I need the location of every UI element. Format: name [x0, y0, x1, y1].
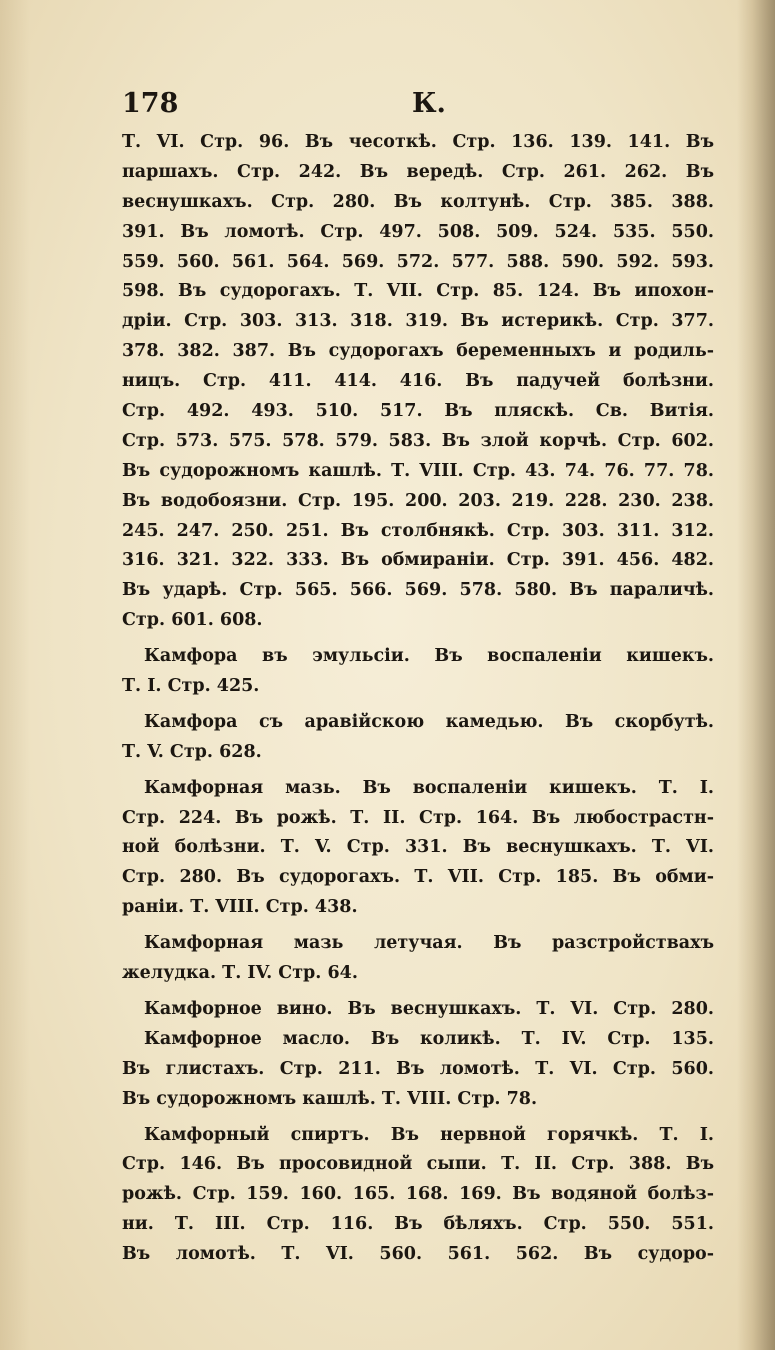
text-line: Камфора въ эмульсіи. Въ воспаленіи кишекъ. [144, 646, 714, 667]
text-line: раніи. Т. VIII. Стр. 438. [122, 897, 358, 918]
text-line: Въ судорожномъ кашлѣ. Т. VIII. Стр. 78. [122, 1088, 538, 1109]
text-line: Въ глистахъ. Стр. 211. Въ ломотѣ. Т. VI. Стр. 560. [122, 1058, 714, 1079]
text-line: Т. VI. Стр. 96. Въ чесоткѣ. Стр. 136. 139. 141. Въ [122, 132, 714, 152]
page-header [122, 88, 712, 124]
page-number: 178 [122, 88, 179, 119]
text-line: Стр. 601. 608. [122, 610, 263, 631]
text-line: Стр. 224. Въ рожѣ. Т. II. Стр. 164. Въ любострастн- [122, 807, 714, 828]
text-line: ной болѣзни. Т. V. Стр. 331. Въ веснушкахъ. Т. VI. [122, 837, 714, 858]
text-line: Камфорное масло. Въ коликѣ. Т. IV. Стр. 135. [144, 1028, 714, 1049]
text-line: Камфорная мазь. Въ воспаленіи кишекъ. Т. I. [144, 777, 714, 798]
text-line: ни. Т. III. Стр. 116. Въ бѣляхъ. Стр. 550. 551. [122, 1214, 714, 1235]
text-line: Камфора съ аравійскою камедью. Въ скорбутѣ. [144, 711, 714, 732]
text-line: Стр. 492. 493. 510. 517. Въ пляскѣ. Св. Витія. [122, 401, 714, 422]
section-letter: К. [412, 88, 446, 119]
text-line: Камфорное вино. Въ веснушкахъ. Т. VI. Стр. 280. [144, 998, 714, 1019]
text-line: Въ ломотѣ. Т. VI. 560. 561. 562. Въ судоро- [122, 1244, 714, 1265]
text-line: 559. 560. 561. 564. 569. 572. 577. 588. 590. 592. 593. [122, 251, 714, 272]
text-line: Въ водобоязни. Стр. 195. 200. 203. 219. 228. 230. 238. [122, 490, 714, 511]
text-line: 378. 382. 387. Въ судорогахъ беременныхъ и родиль- [122, 341, 714, 362]
index-text-body [122, 128, 714, 1270]
text-line: Камфорная мазь летучая. Въ разстройствахъ [144, 933, 714, 954]
text-line: Камфорный спиртъ. Въ нервной горячкѣ. Т. I. [144, 1124, 714, 1145]
page-left-shadow [0, 0, 30, 1350]
text-line: Стр. 146. Въ просовидной сыпи. Т. II. Стр. 388. Въ [122, 1154, 714, 1175]
text-line: Стр. 573. 575. 578. 579. 583. Въ злой корчѣ. Стр. 602. [122, 430, 714, 451]
text-line: Стр. 280. Въ судорогахъ. Т. VII. Стр. 185. Въ обми- [122, 867, 714, 888]
page-right-shadow [737, 0, 775, 1350]
text-line: дріи. Стр. 303. 313. 318. 319. Въ истерикѣ. Стр. 377. [122, 311, 714, 332]
text-line: Въ судорожномъ кашлѣ. Т. VIII. Стр. 43. 74. 76. 77. 78. [122, 460, 714, 481]
text-line: ницъ. Стр. 411. 414. 416. Въ падучей болѣзни. [122, 371, 714, 392]
text-line: 316. 321. 322. 333. Въ обмираніи. Стр. 391. 456. 482. [122, 550, 714, 571]
text-line: 391. Въ ломотѣ. Стр. 497. 508. 509. 524. 535. 550. [122, 221, 714, 242]
text-line: 598. Въ судорогахъ. Т. VII. Стр. 85. 124. Въ ипохон- [122, 281, 714, 302]
text-line: паршахъ. Стр. 242. Въ вередѣ. Стр. 261. 262. Въ [122, 161, 714, 182]
text-line: Т. I. Стр. 425. [122, 676, 260, 697]
text-line: веснушкахъ. Стр. 280. Въ колтунѣ. Стр. 385. 388. [122, 191, 714, 212]
text-line: 245. 247. 250. 251. Въ столбнякѣ. Стр. 303. 311. 312. [122, 520, 714, 541]
text-line: Въ ударѣ. Стр. 565. 566. 569. 578. 580. Въ параличѣ. [122, 580, 714, 601]
text-line: желудка. Т. IV. Стр. 64. [122, 963, 358, 984]
text-line: рожѣ. Стр. 159. 160. 165. 168. 169. Въ водяной болѣз- [122, 1184, 714, 1205]
text-line: Т. V. Стр. 628. [122, 741, 262, 762]
